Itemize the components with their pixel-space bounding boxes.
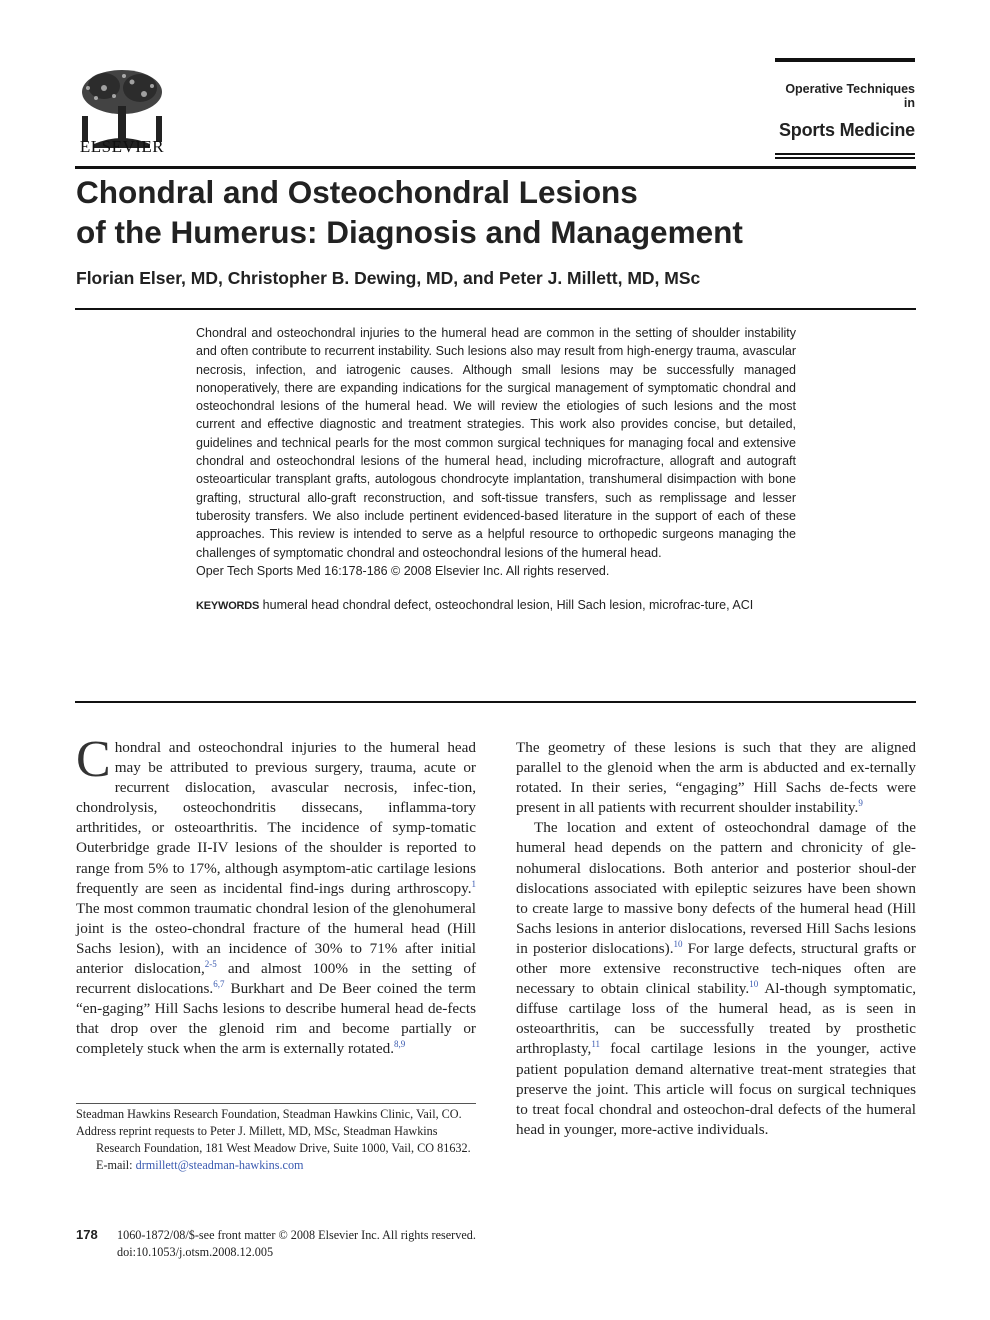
body-text-4: Al-though symptomatic, diffuse cartilage loss of the humeral head, as is seen in osteoarthritis, can be successfully treated by prosthetic arthroplasty, [516, 980, 917, 1058]
abstract-text: Chondral and osteochondral injuries to the humeral head are common in the setting of shoulder instability and often contribute to recurrent instability. Such lesions also may result from high-energy trauma, avascular necrosis, infection, and iatrogenic causes. Although small lesions may be successfully managed nonoperatively, there are expanding indications for the surgical management of symptomatic chondral and osteochondral lesions of the humeral head. We will review the etiologies of such lesions and the most current and effective diagnostic and treatment strategies. This work also provides concise, but detailed, guidelines and technical pearls for the most common surgical techniques for managing focal and extensive chondral and osteochondral lesions of the humeral head, including microfracture, allograft and autograft osteoarticular transplant grafts, autologous chondrocyte implantation, transhumeral disimpaction with bone grafting, structural allo-graft reconstruction, and soft-tissue transfers, such as remplissage and lesser tuberosity transfers. We also include pertinent evidenced-based literature in the support of each of these approaches. This review is intended to serve as a helpful resource to orthopedic surgeons managing the challenges of symptomatic chondral and osteochondral lesions of the humeral head. [196, 326, 796, 560]
intro-text-3: and almost 100% in the setting of recurrent dislocations. [76, 960, 477, 998]
abstract-citation: Oper Tech Sports Med 16:178-186 © 2008 Elsevier Inc. All rights reserved. [196, 563, 610, 578]
intro-text-2: The most common traumatic chondral lesion of the glenohumeral joint is the osteo-chondral fracture of the humeral head (Hill Sachs lesion), with an incidence of 30% to 71% after initial anterior dislocation, [76, 899, 476, 978]
reference-link[interactable]: 1 [471, 878, 476, 889]
reference-link[interactable]: 9 [858, 798, 863, 809]
abstract-divider [75, 701, 916, 703]
body-paragraph [516, 738, 916, 818]
keywords [196, 596, 796, 615]
header-divider [75, 166, 916, 169]
footnotes [76, 1106, 476, 1174]
body-text-5: focal cartilage lesions in the younger, active patient population demand alternative treat-ment strategies that preserve the joint. This article will focus on surgical techniques to treat focal chondral and osteochon-dral defects of the humeral head in younger, more-active individuals. [516, 1040, 916, 1138]
abstract [196, 324, 796, 615]
journal-name: Sports Medicine [778, 120, 915, 140]
journal-top-rule [775, 58, 915, 62]
body-text-2: The location and extent of osteochondral damage of the humeral head depends on the pattern and chronicity of gle-nohumeral dislocations. Both anterior and posterior shoul-der dislocations associated with epileptic seizures have been shown to create large to massive bony defects of the humeral head (Hill Sachs lesions in anterior dislocations, reversed Hill Sachs lesions in posterior dislocations). [516, 819, 916, 957]
issn-line: 1060-1872/08/$-see front matter © 2008 Elsevier Inc. All rights reserved. [117, 1228, 476, 1242]
body-column-left [76, 731, 477, 1060]
publisher-name: ELSEVIER [79, 137, 165, 156]
reference-link[interactable]: 6,7 [213, 979, 225, 990]
reference-link[interactable]: 8,9 [394, 1039, 406, 1050]
title-divider [75, 308, 916, 310]
keywords-text: humeral head chondral defect, osteochondral lesion, Hill Sach lesion, microfrac-ture, ACI [262, 598, 754, 613]
doi-line: doi:10.1053/j.otsm.2008.12.005 [117, 1245, 274, 1259]
reference-link[interactable]: 10 [749, 979, 759, 990]
page-number: 178 [76, 1227, 98, 1242]
intro-text-4: Burkhart and De Beer coined the term “en-gaging” Hill Sachs lesions to describe humeral head de-fects that drop over the glenoid rim and become partially or completely stuck when the arm is externally rotated. [76, 980, 476, 1058]
body-text-1: The geometry of these lesions is such that they are aligned parallel to the glenoid when the arm is abducted and ex-ternally rotated. In their series, “engaging” Hill Sachs de-fects were present in all patients with recurrent shoulder instability. [516, 739, 916, 817]
intro-paragraph [76, 731, 477, 1060]
footnote-divider [76, 1103, 476, 1104]
title-line-1: Chondral and Osteochondral Lesions [76, 174, 638, 210]
author-list: Florian Elser, MD, Christopher B. Dewing, MD, and Peter J. Millett, MD, MSc [76, 268, 701, 288]
reprint-text: Address reprint requests to Peter J. Millett, MD, MSc, Steadman Hawkins Research Foundation, 181 West Meadow Drive, Suite 1000, Vail, CO 81632. E-mail: [76, 1124, 471, 1172]
body-paragraph [516, 818, 916, 1140]
intro-text-1: hondral and osteochondral injuries to the humeral head may be attributed to previous surgery, trauma, acute or recurrent dislocation, avascular necrosis, infec-tion, chondrolysis, osteochondritis dissecans, inflamma-tory arthritides, or osteoarthritis. The incidence of symp-tomatic Outerbridge grade II-IV lesions of the shoulder is reported to range from 5% to 17%, although asymptom-atic cartilage lesions frequently are seen as incidental find-ings during arthroscopy. [76, 739, 476, 897]
email-link[interactable]: drmillett@steadman-hawkins.com [135, 1158, 304, 1172]
journal-bottom-rule-2 [775, 157, 915, 159]
journal-bottom-rule [775, 153, 915, 155]
reprint-note [76, 1123, 476, 1174]
reference-link[interactable]: 10 [673, 938, 683, 949]
journal-subtitle: Operative Techniques in [785, 82, 915, 110]
affiliation-note: Steadman Hawkins Research Foundation, Steadman Hawkins Clinic, Vail, CO. [76, 1107, 462, 1121]
journal-header [775, 58, 915, 159]
article-title [76, 172, 896, 252]
reference-link[interactable]: 2-5 [204, 958, 217, 969]
body-column-right [516, 738, 916, 1140]
reference-link[interactable]: 11 [591, 1039, 601, 1050]
title-line-2: of the Humerus: Diagnosis and Management [76, 214, 743, 250]
keywords-label: KEYWORDS [196, 600, 260, 613]
page-footer [117, 1227, 577, 1261]
drop-cap: C [76, 731, 111, 788]
body-text-3: For large defects, structural grafts or other more extensive reconstructive tech-niques often are necessary to obtain clinical stability. [516, 939, 916, 998]
